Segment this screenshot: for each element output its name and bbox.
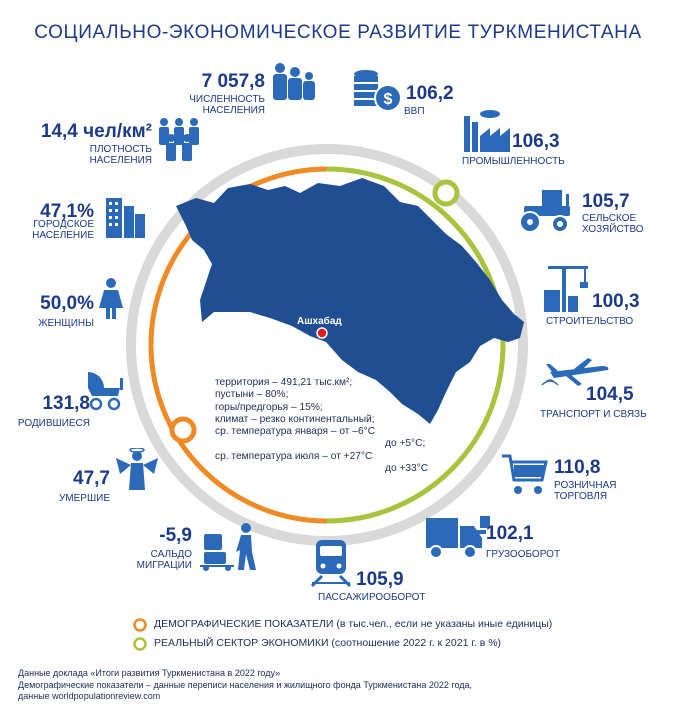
fact-line: до +33°С	[385, 463, 429, 475]
industry-value: 106,3	[512, 131, 560, 152]
luggage-icon	[198, 522, 262, 572]
industry-label: ПРОМЫШЛЕННОСТЬ	[462, 156, 565, 167]
retail-label: РОЗНИЧНАЯ ТОРГОВЛЯ	[554, 480, 617, 502]
truck-icon	[424, 512, 492, 560]
fact-line: территория – 491,21 тыс.км²;	[215, 377, 353, 388]
passenger-value: 105,9	[356, 569, 404, 590]
train-icon	[308, 538, 354, 588]
births-label: РОДИВШИЕСЯ	[17, 418, 90, 429]
crane-icon	[540, 262, 590, 314]
population-icon	[268, 62, 318, 102]
fact-line: до +5°С;	[385, 438, 426, 450]
svg-text:$: $	[383, 91, 393, 108]
population-value: 7 057,8	[201, 71, 265, 92]
footer-line: данные worldpopulationreview.com	[18, 691, 161, 701]
ashgabat-dot	[317, 328, 327, 338]
legend-economy-marker	[132, 636, 148, 652]
fact-line: климат – резко континентальный;	[215, 413, 375, 425]
fact-line: ср. температура июля – от +27°С	[215, 450, 373, 462]
freight-value: 102,1	[486, 523, 534, 544]
passenger-label: ПАССАЖИРООБОРОТ	[318, 592, 426, 603]
stroller-icon	[84, 366, 126, 412]
fact-line: ср. температура января – от –6°С	[215, 426, 376, 438]
legend-economy: РЕАЛЬНЫЙ СЕКТОР ЭКОНОМИКИ (соотношение 2022 г. к 2021 г. в %)	[154, 637, 502, 649]
capital-label: Ашхабад	[297, 316, 342, 327]
construction-value: 100,3	[592, 291, 640, 312]
country-facts	[215, 377, 428, 475]
density-label: ПЛОТНОСТЬ НАСЕЛЕНИЯ	[89, 144, 152, 166]
migration-value: -5,9	[159, 525, 192, 546]
crowd-icon	[156, 116, 202, 162]
women-label: ЖЕНЩИНЫ	[38, 318, 94, 329]
gdp-label: ВВП	[404, 106, 425, 117]
legend-demographic-marker	[132, 617, 148, 633]
economy-marker	[435, 182, 457, 204]
footer-sources	[18, 668, 472, 703]
woman-icon	[98, 278, 124, 320]
deaths-label: УМЕРШИЕ	[58, 493, 110, 504]
density-value: 14,4 чел/км²	[40, 121, 152, 142]
cart-icon	[500, 452, 548, 498]
legend-demographic: ДЕМОГРАФИЧЕСКИЕ ПОКАЗАТЕЛИ (в тыс.чел., если не указаны иные единицы)	[154, 618, 553, 630]
fact-line: пустыни – 80%;	[215, 389, 289, 401]
urban-value: 47,1%	[40, 201, 94, 222]
fact-line: горы/предгорья – 15%;	[215, 401, 323, 413]
demographic-marker	[172, 419, 194, 441]
buildings-icon	[104, 192, 146, 238]
gdp-value: 106,2	[406, 83, 454, 104]
freight-label: ГРУЗООБОРОТ	[486, 549, 561, 560]
births-value: 131,8	[42, 393, 90, 414]
retail-value: 110,8	[554, 457, 601, 478]
agriculture-label: СЕЛЬСКОЕ ХОЗЯЙСТВО	[582, 213, 644, 235]
deaths-value: 47,7	[73, 468, 110, 489]
footer-line: Данные доклада «Итоги развития Туркменистана в 2022 году»	[18, 668, 281, 678]
factory-icon	[460, 108, 516, 154]
transport-value: 104,5	[586, 384, 634, 405]
migration-label: САЛЬДО МИГРАЦИИ	[136, 549, 192, 571]
agriculture-value: 105,7	[582, 191, 630, 212]
women-value: 50,0%	[40, 293, 94, 314]
tractor-icon	[516, 186, 578, 234]
transport-label: ТРАНСПОРТ И СВЯЗЬ	[540, 409, 647, 420]
population-label: ЧИСЛЕННОСТЬ НАСЕЛЕНИЯ	[189, 94, 265, 116]
coins-icon	[350, 68, 402, 114]
construction-label: СТРОИТЕЛЬСТВО	[546, 316, 634, 327]
page-title: СОЦИАЛЬНО-ЭКОНОМИЧЕСКОЕ РАЗВИТИЕ ТУРКМЕНИСТАНА	[34, 22, 642, 43]
angel-icon	[114, 448, 160, 492]
urban-label: ГОРОДСКОЕ НАСЕЛЕНИЕ	[32, 219, 94, 241]
footer-line: Демографические показатели – данные переписи населения и жилищного фонда Туркменистана 2022 года,	[18, 679, 473, 690]
